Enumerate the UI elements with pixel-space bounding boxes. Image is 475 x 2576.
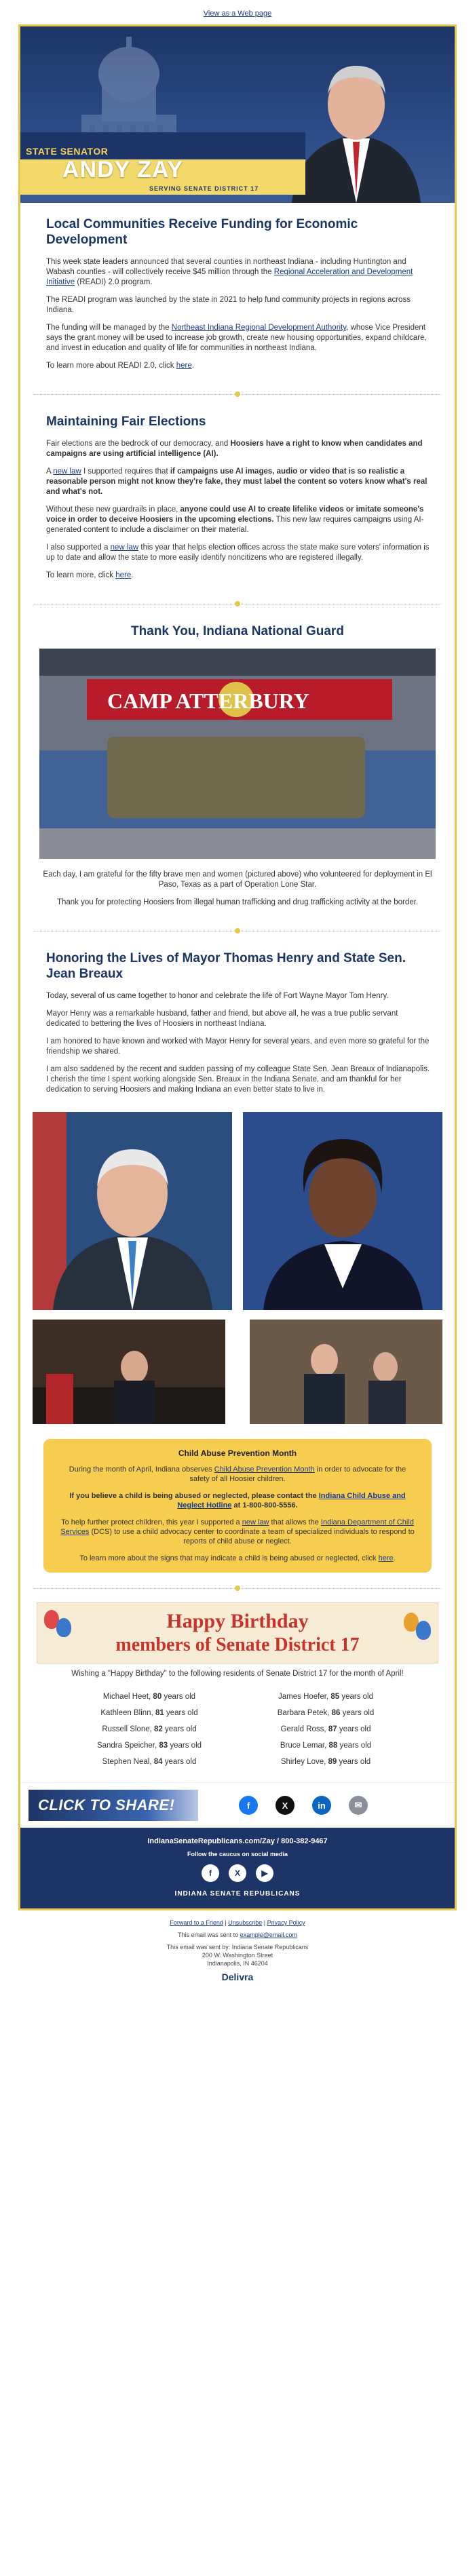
sen-breaux-graphic <box>243 1112 442 1310</box>
birthday-cell <box>61 1754 238 1770</box>
birthday-age: 85 <box>330 1693 340 1701</box>
birthday-age: 82 <box>154 1725 163 1733</box>
dcs-link[interactable]: Indiana Department of Child Services <box>60 1518 414 1536</box>
section-divider <box>20 1582 455 1594</box>
birthday-age: 80 <box>153 1693 162 1701</box>
birthday-cell <box>238 1754 414 1770</box>
facebook-icon[interactable]: f <box>239 1796 258 1815</box>
section-heading: Thank You, Indiana National Guard <box>131 624 344 638</box>
birthday-name: Michael Heet, <box>102 1693 153 1701</box>
birthday-years-suffix: years old <box>162 1758 197 1766</box>
section-heading: Maintaining Fair Elections <box>46 415 206 429</box>
recipient-email[interactable]: example@email.com <box>240 1931 297 1938</box>
section-national-guard <box>20 610 455 925</box>
paragraph: This week state leaders announced that several counties in northeast Indiana - including Huntington and Wabash counties - will collectively receive $45 million through the Regional Acceleration and Development Initiative (READI) 2.0 program. <box>46 258 413 286</box>
national-guard-photo-graphic <box>39 649 436 859</box>
section-heading: Honoring the Lives of Mayor Thomas Henry and State Sen. Jean Breaux <box>46 951 406 981</box>
view-web-page-link[interactable]: View as a Web page <box>203 9 272 18</box>
elections-learn-more-link[interactable]: here <box>115 571 132 579</box>
mayor-henry-graphic <box>33 1112 232 1310</box>
linkedin-icon[interactable]: in <box>312 1796 331 1815</box>
paragraph: Thank you for protecting Hoosiers from illegal human trafficking and drug trafficking activity at the border. <box>56 898 419 906</box>
birthday-cell <box>61 1705 238 1721</box>
hotline-link[interactable]: Indiana Child Abuse and Neglect Hotline <box>177 1492 406 1510</box>
nameplate <box>20 146 305 195</box>
title-subtitle: SERVING SENATE DISTRICT 17 <box>149 185 259 192</box>
view-web-page <box>0 0 475 24</box>
paragraph: The funding will be managed by the Northeast Indiana Regional Development Authority, whose Vice President says the grant money will be used to increase job growth, create new housing opportunities, expand childcare, and invest in education and quality of life for communities in northeast Indiana. <box>46 324 427 352</box>
event-photo-left-graphic <box>33 1320 225 1424</box>
forward-link[interactable]: Forward to a Friend <box>170 1919 223 1926</box>
birthday-age: 83 <box>159 1742 168 1750</box>
birthday-years-suffix: years old <box>337 1758 371 1766</box>
unsubscribe-link[interactable]: Unsubscribe <box>228 1919 263 1926</box>
x-icon[interactable]: X <box>276 1796 294 1815</box>
newsletter-frame <box>18 24 457 1910</box>
birthday-cell <box>238 1705 414 1721</box>
paragraph: During the month of April, Indiana observes Child Abuse Prevention Month in order to advocate for the safety of all Hoosier children. <box>69 1465 406 1483</box>
paragraph: I also supported a new law this year that helps election offices across the state make sure voters' information is up to date and allow the state to more easily identify noncitizens who are registered illegally. <box>46 543 430 562</box>
prevention-month-link[interactable]: Child Abuse Prevention Month <box>214 1465 315 1474</box>
share-row <box>20 1782 455 1828</box>
birthday-name: Bruce Lemar, <box>280 1742 329 1750</box>
paragraph: To learn more, click here. <box>46 571 134 579</box>
birthday-name: Stephen Neal, <box>102 1758 154 1766</box>
birthday-years-suffix: years old <box>337 1742 372 1750</box>
section-divider <box>20 388 455 400</box>
portrait-photos-row <box>20 1112 455 1310</box>
birthday-years-suffix: years old <box>339 1693 373 1701</box>
footer-follow: Follow the caucus on social media <box>187 1851 288 1858</box>
birthday-subtitle: members of Senate District 17 <box>115 1634 360 1655</box>
birthday-row <box>61 1737 414 1754</box>
section-honoring-lives <box>20 937 455 1112</box>
event-photo-right-graphic <box>250 1320 442 1424</box>
birthday-banner <box>37 1602 438 1664</box>
birthday-row <box>61 1705 414 1721</box>
birthday-name: James Hoefer, <box>278 1693 331 1701</box>
birthday-cell <box>238 1721 414 1737</box>
birthday-row <box>61 1754 414 1770</box>
callout-heading: Child Abuse Prevention Month <box>178 1448 297 1458</box>
section-fair-elections <box>20 400 455 598</box>
facebook-icon[interactable]: f <box>202 1864 219 1882</box>
birthday-years-suffix: years old <box>337 1725 371 1733</box>
paragraph: If you believe a child is being abused or neglected, please contact the Indiana Child Abuse and Neglect Hotline at 1-800-800-5556. <box>69 1492 406 1510</box>
birthday-age: 87 <box>328 1725 337 1733</box>
birthday-years-suffix: years old <box>162 1725 197 1733</box>
paragraph: To learn more about READI 2.0, click here. <box>46 362 194 370</box>
paragraph: Without these new guardrails in place, anyone could use AI to create lifelike videos or imitate someone's voice in order to deceive Hoosiers in the upcoming elections. This new law requires campaigns using AI-generated content to include a disclaimer on their material. <box>46 505 424 534</box>
birthday-name: Barbara Petek, <box>277 1709 332 1717</box>
paragraph: Mayor Henry was a remarkable husband, father and friend, but above all, he was a true public servant dedicated to bettering the lives of Hoosiers in northeast Indiana. <box>46 1010 398 1028</box>
event-photo-right <box>250 1320 442 1424</box>
birthday-years-suffix: years old <box>168 1742 202 1750</box>
birthday-age: 88 <box>328 1742 338 1750</box>
birthday-name: Sandra Speicher, <box>96 1742 159 1750</box>
birthday-cell <box>238 1737 414 1754</box>
paragraph: To learn more about the signs that may indicate a child is being abused or neglected, click here. <box>79 1554 396 1562</box>
birthday-title: Happy Birthday <box>166 1610 309 1632</box>
birthday-row <box>61 1721 414 1737</box>
birthday-age: 89 <box>328 1758 337 1766</box>
readi-learn-more-link[interactable]: here <box>176 362 192 370</box>
camp-sign-text: CAMP ATTERBURY <box>107 689 309 713</box>
footer-contact[interactable]: IndianaSenateRepublicans.com/Zay / 800-382-9467 <box>147 1837 328 1845</box>
footer-caucus-logo: INDIANA SENATE REPUBLICANS <box>174 1890 301 1898</box>
paragraph: Today, several of us came together to honor and celebrate the life of Fort Wayne Mayor Tom Henry. <box>46 992 389 1000</box>
paragraph: Fair elections are the bedrock of our democracy, and Hoosiers have a right to know when candidates and campaigns are using artificial intelligence (AI). <box>46 440 423 458</box>
birthday-cell <box>238 1689 414 1705</box>
birthday-years-suffix: years old <box>164 1709 198 1717</box>
paragraph: To help further protect children, this year I supported a new law that allows the Indiana Department of Child Services (DCS) to use a child advocacy center to coordinate a team of specialized individuals to respond to reports of child abuse or neglect. <box>60 1518 415 1545</box>
signs-learn-more-link[interactable]: here <box>378 1554 394 1562</box>
birthday-row <box>61 1689 414 1705</box>
birthday-age: 86 <box>331 1709 341 1717</box>
birthday-name: Gerald Ross, <box>280 1725 328 1733</box>
sen-breaux-photo <box>243 1112 442 1310</box>
title-small: STATE SENATOR <box>26 146 109 157</box>
birthday-cell <box>61 1721 238 1737</box>
section-divider <box>20 598 455 610</box>
x-icon[interactable]: X <box>229 1864 246 1882</box>
child-abuse-callout <box>43 1439 432 1573</box>
title-name: ANDY ZAY <box>62 157 184 182</box>
birthday-years-suffix: years old <box>340 1709 375 1717</box>
email-icon[interactable]: ✉ <box>349 1796 368 1815</box>
birthday-cell <box>61 1737 238 1754</box>
event-photos-row <box>20 1320 455 1424</box>
voter-law-link[interactable]: new law <box>110 543 139 552</box>
header-banner <box>20 26 455 203</box>
birthday-cell <box>61 1689 238 1705</box>
bottom-links: Forward to a Friend | Unsubscribe | Privacy Policy This email was sent to example@email.com This email was sent by: Indiana Senate Republicans 200 W. Washington Street Indianapolis, IN 46204 Delivra <box>0 1910 475 1995</box>
section-heading: Local Communities Receive Funding for Economic Development <box>46 217 358 247</box>
nirda-link[interactable]: Northeast Indiana Regional Development Authority <box>171 324 347 332</box>
youtube-icon[interactable]: ▶ <box>256 1864 273 1882</box>
click-to-share-button[interactable]: CLICK TO SHARE! <box>28 1790 198 1821</box>
paragraph: The READI program was launched by the state in 2021 to help fund community projects in regions across Indiana. <box>46 296 411 314</box>
national-guard-photo <box>39 649 436 859</box>
privacy-link[interactable]: Privacy Policy <box>267 1919 305 1926</box>
sender-line: This email was sent by: Indiana Senate Republicans <box>166 1944 309 1950</box>
paragraph: A new law I supported requires that if campaigns use AI images, audio or video that is so realistic a reasonable person might not know they're fake, they must label the content so voters know what's real and what's not. <box>46 467 428 496</box>
event-photo-left <box>33 1320 225 1424</box>
birthday-years-suffix: years old <box>162 1693 196 1701</box>
section-readi-funding <box>20 203 455 388</box>
mayor-henry-photo <box>33 1112 232 1310</box>
birthday-name: Shirley Love, <box>280 1758 328 1766</box>
birthday-age: 81 <box>155 1709 164 1717</box>
birthday-intro: Wishing a "Happy Birthday" to the following residents of Senate District 17 for the month of April! <box>71 1670 404 1678</box>
address-line-1: 200 W. Washington Street <box>202 1952 273 1959</box>
dcs-law-link[interactable]: new law <box>242 1518 269 1526</box>
delivra-logo: Delivra <box>221 1972 254 1982</box>
readi-link[interactable]: Regional Acceleration and Development Initiative <box>46 268 413 286</box>
ai-law-link[interactable]: new law <box>53 467 81 476</box>
birthday-name: Russell Slone, <box>102 1725 155 1733</box>
paragraph: I am honored to have known and worked with Mayor Henry for several years, and even more so grateful for the friendship we shared. <box>46 1037 430 1056</box>
footer <box>20 1828 455 1908</box>
paragraph: Each day, I am grateful for the fifty brave men and women (pictured above) who volunteered for deployment in El Paso, Texas as a part of Operation Lone Star. <box>43 870 432 889</box>
birthday-table <box>61 1689 414 1770</box>
paragraph: I am also saddened by the recent and sudden passing of my colleague State Sen. Jean Breaux of Indianapolis. I cherish the time I spent working alongside Sen. Breaux in the Indiana Senate, and am thankful for her dedication to serving Hoosiers and making Indiana an even better state to live in. <box>46 1065 430 1094</box>
address-line-2: Indianapolis, IN 46204 <box>207 1960 268 1967</box>
birthday-name: Kathleen Blinn, <box>100 1709 155 1717</box>
footer-social-icons <box>20 1864 455 1882</box>
birthday-age: 84 <box>153 1758 163 1766</box>
section-divider <box>20 925 455 937</box>
